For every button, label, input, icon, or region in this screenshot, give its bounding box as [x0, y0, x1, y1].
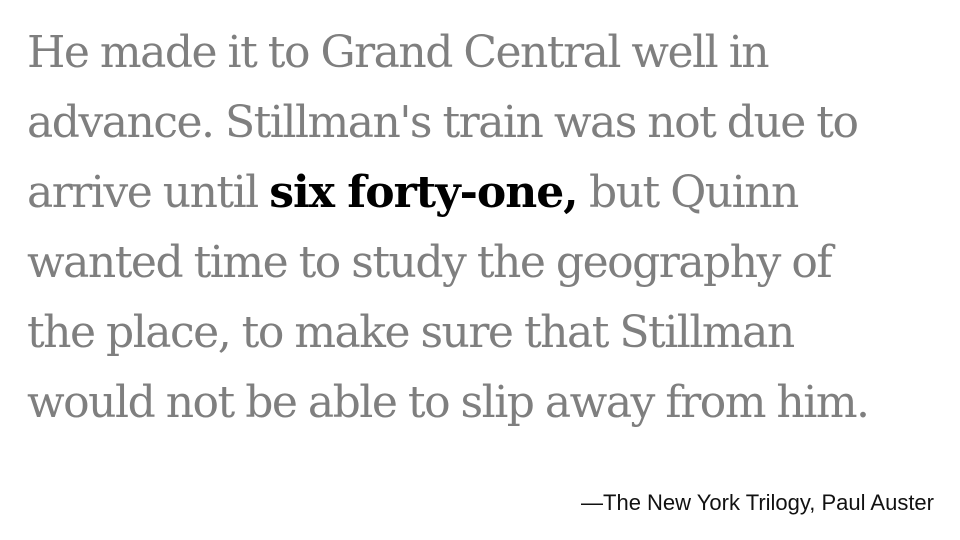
quote-line-6: would not be able to slip away from him.: [27, 377, 869, 428]
quote-citation: —The New York Trilogy, Paul Auster: [581, 490, 934, 515]
highlighted-phrase: six forty-one,: [269, 167, 578, 218]
quote-line-2: advance. Stillman's train was not due to: [27, 97, 858, 148]
quote-line-4: wanted time to study the geography of: [27, 237, 832, 288]
quote-text: [27, 18, 947, 438]
quote-line-5: the place, to make sure that Stillman: [27, 307, 794, 358]
quote-line-1: He made it to Grand Central well in: [27, 27, 769, 78]
quote-line-3-after: but Quinn: [577, 167, 798, 218]
quote-line-3: [27, 158, 947, 228]
quote-line-3-before: arrive until: [27, 167, 270, 218]
